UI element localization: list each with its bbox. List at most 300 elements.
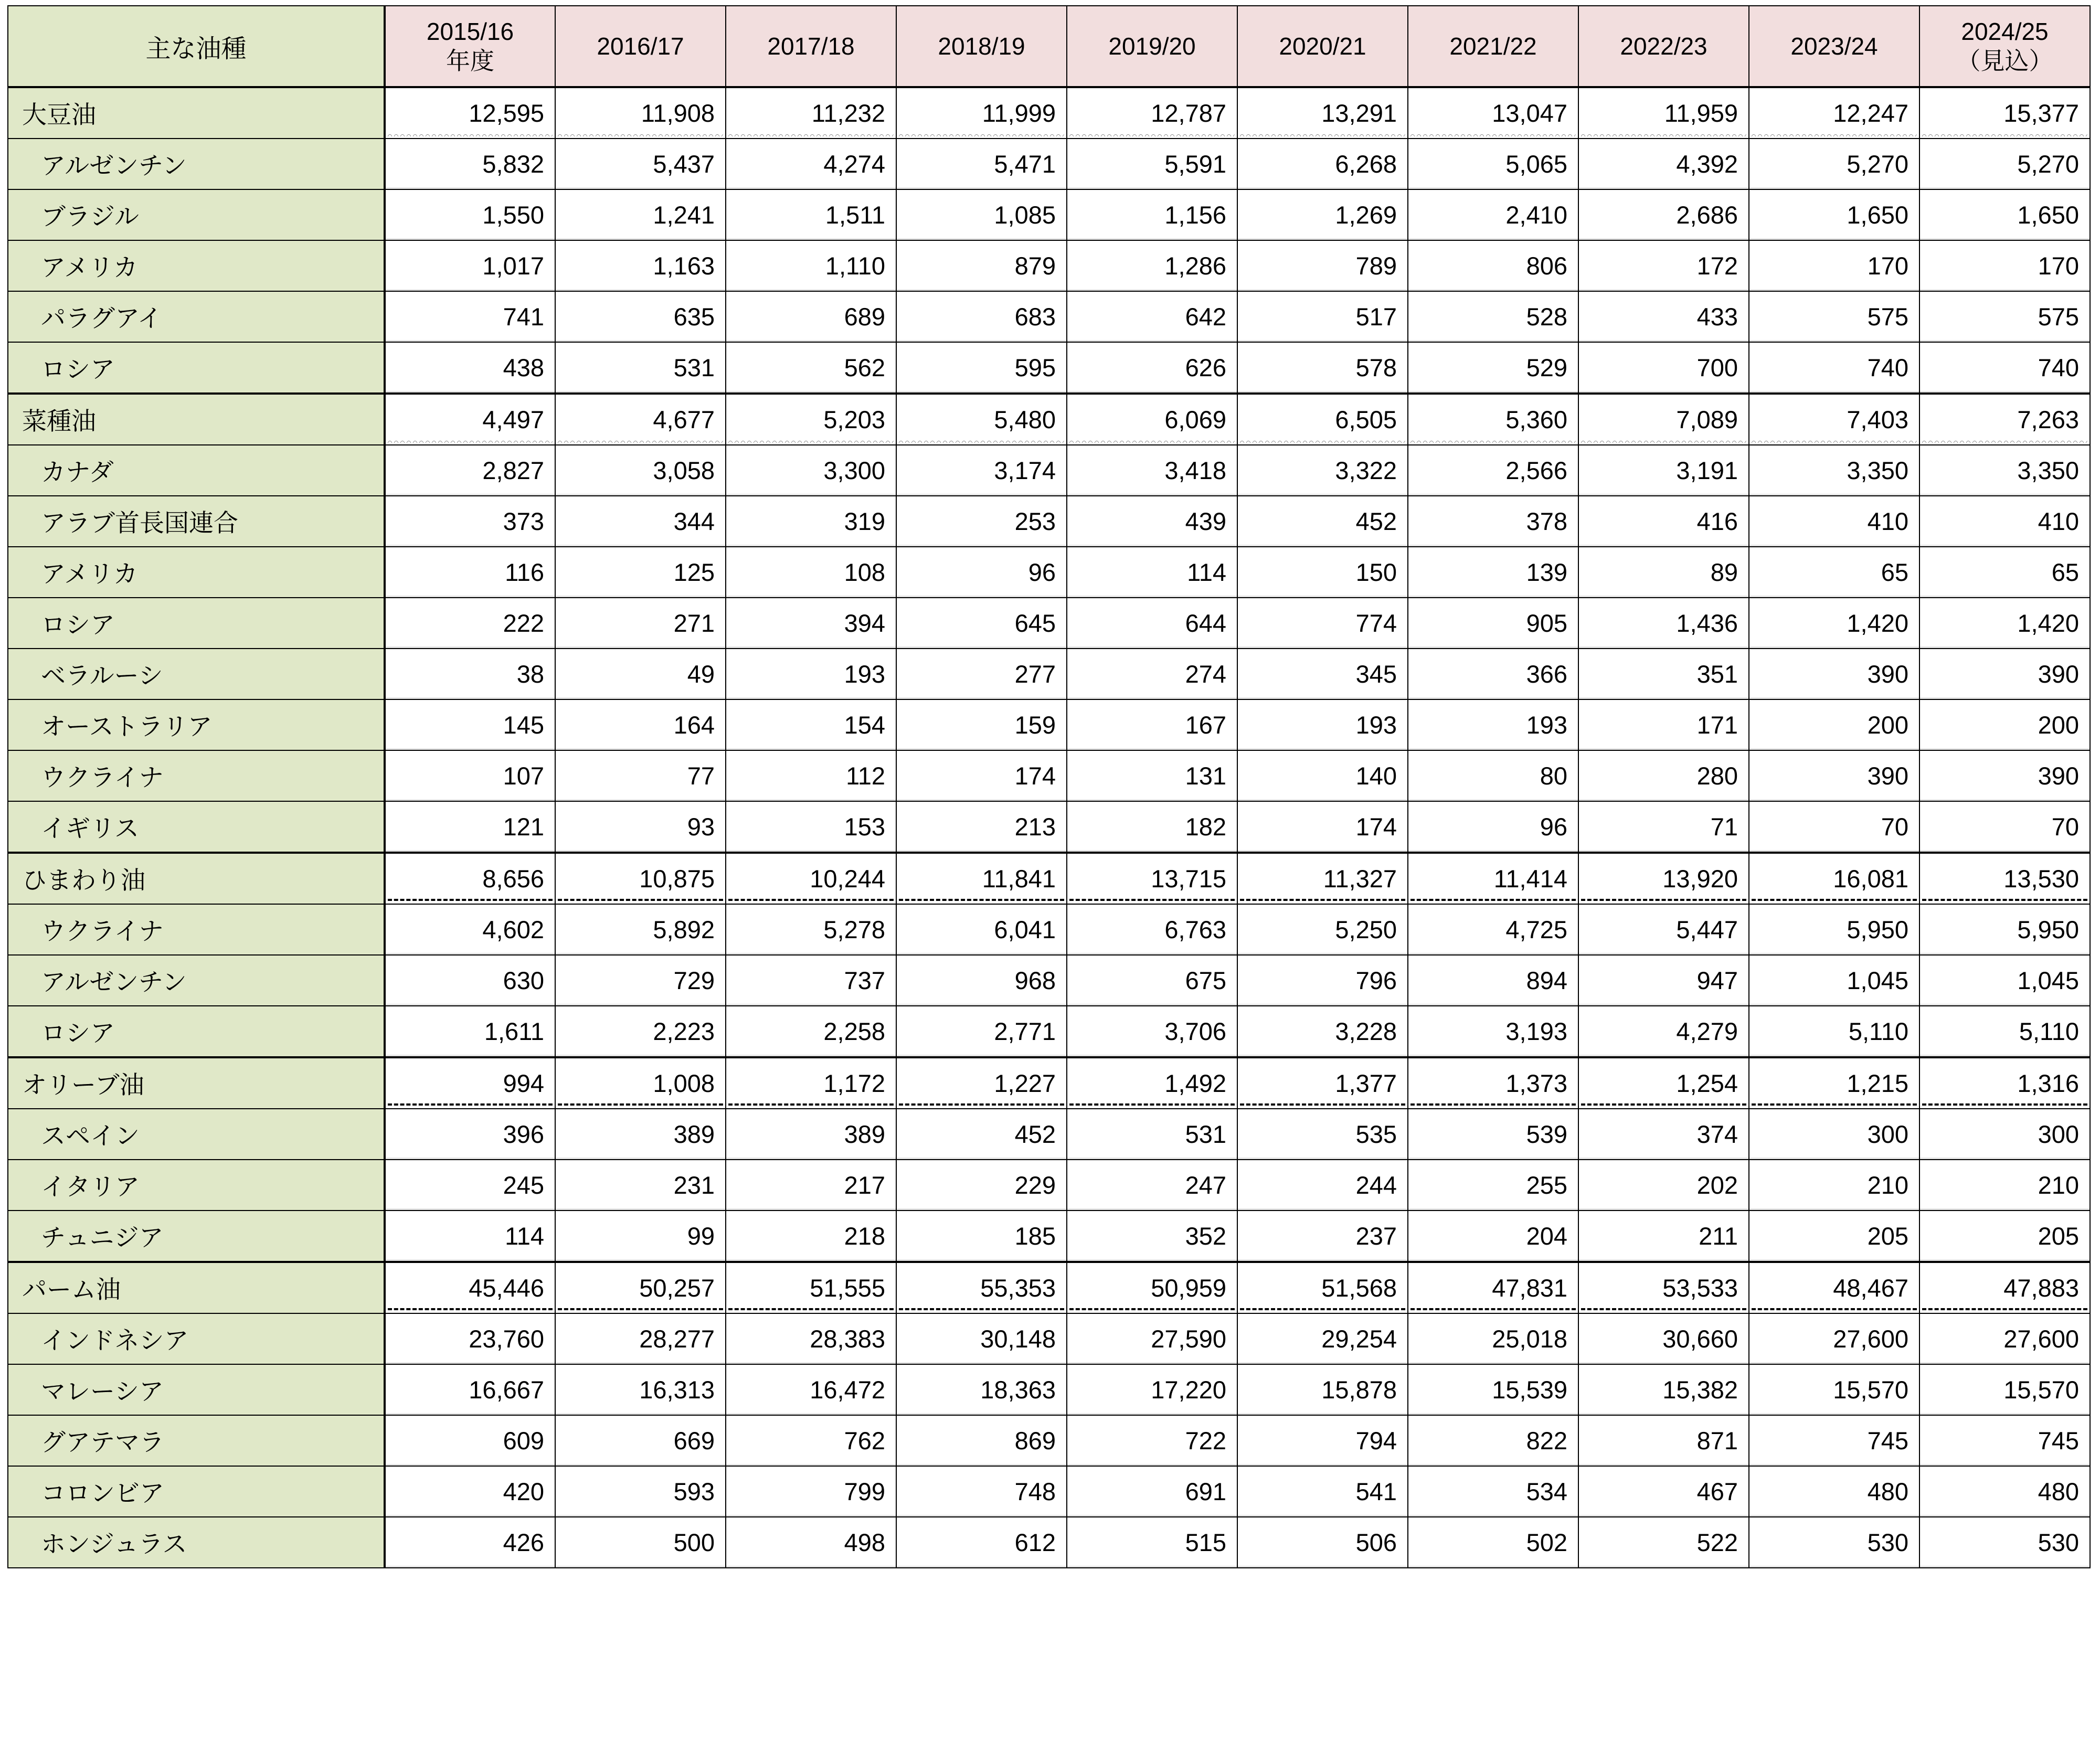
- country-value: 968: [896, 955, 1067, 1006]
- table-row: [8, 445, 2090, 496]
- group-value: 51,555: [726, 1262, 896, 1313]
- country-value: 1,650: [1919, 189, 2090, 240]
- group-value: 5,360: [1408, 394, 1578, 445]
- country-value: 107: [385, 750, 555, 801]
- country-value: 645: [896, 598, 1067, 649]
- table-row: [8, 801, 2090, 853]
- table-row: [8, 1364, 2090, 1415]
- country-value: 125: [555, 547, 726, 598]
- country-value: 80: [1408, 750, 1578, 801]
- country-value: 528: [1408, 291, 1578, 342]
- country-value: 274: [1067, 649, 1237, 699]
- header-year-2: 2016/17: [555, 6, 726, 87]
- country-value: 2,686: [1578, 189, 1749, 240]
- country-value: 71: [1578, 801, 1749, 853]
- country-value: 167: [1067, 699, 1237, 750]
- country-value: 319: [726, 496, 896, 547]
- country-value: 869: [896, 1415, 1067, 1466]
- table-row: [8, 547, 2090, 598]
- country-value: 439: [1067, 496, 1237, 547]
- group-value: 11,841: [896, 853, 1067, 904]
- country-name: ウクライナ: [8, 750, 385, 801]
- country-value: 894: [1408, 955, 1578, 1006]
- country-value: 159: [896, 699, 1067, 750]
- country-value: 5,278: [726, 904, 896, 955]
- table-row: [8, 750, 2090, 801]
- country-name: アルゼンチン: [8, 955, 385, 1006]
- header-year-9: 2023/24: [1749, 6, 1919, 87]
- country-value: 506: [1237, 1517, 1408, 1568]
- country-value: 374: [1578, 1109, 1749, 1160]
- country-value: 2,566: [1408, 445, 1578, 496]
- group-name: オリーブ油: [8, 1057, 385, 1109]
- country-value: 609: [385, 1415, 555, 1466]
- country-value: 116: [385, 547, 555, 598]
- country-value: 4,392: [1578, 139, 1749, 189]
- country-value: 145: [385, 699, 555, 750]
- country-value: 420: [385, 1466, 555, 1517]
- country-name: イタリア: [8, 1160, 385, 1211]
- country-value: 467: [1578, 1466, 1749, 1517]
- table-row: [8, 904, 2090, 955]
- country-value: 93: [555, 801, 726, 853]
- country-value: 205: [1749, 1211, 1919, 1262]
- country-value: 745: [1919, 1415, 2090, 1466]
- country-value: 30,660: [1578, 1313, 1749, 1364]
- country-value: 683: [896, 291, 1067, 342]
- country-value: 17,220: [1067, 1364, 1237, 1415]
- country-value: 3,706: [1067, 1006, 1237, 1057]
- country-name: ホンジュラス: [8, 1517, 385, 1568]
- country-value: 213: [896, 801, 1067, 853]
- country-value: 231: [555, 1160, 726, 1211]
- country-value: 635: [555, 291, 726, 342]
- country-name: ロシア: [8, 342, 385, 394]
- country-value: 300: [1749, 1109, 1919, 1160]
- country-value: 5,110: [1919, 1006, 2090, 1057]
- group-value: 13,047: [1408, 87, 1578, 139]
- country-value: 170: [1919, 240, 2090, 291]
- table-row: [8, 1466, 2090, 1517]
- country-value: 1,269: [1237, 189, 1408, 240]
- country-value: 529: [1408, 342, 1578, 394]
- country-value: 3,058: [555, 445, 726, 496]
- country-value: 202: [1578, 1160, 1749, 1211]
- country-value: 905: [1408, 598, 1578, 649]
- country-value: 89: [1578, 547, 1749, 598]
- header-row: [8, 6, 2090, 87]
- country-value: 200: [1919, 699, 2090, 750]
- group-value: 1,008: [555, 1057, 726, 1109]
- country-value: 29,254: [1237, 1313, 1408, 1364]
- group-value: 13,291: [1237, 87, 1408, 139]
- country-value: 27,600: [1919, 1313, 2090, 1364]
- header-year-3: 2017/18: [726, 6, 896, 87]
- country-value: 515: [1067, 1517, 1237, 1568]
- country-value: 1,286: [1067, 240, 1237, 291]
- country-value: 675: [1067, 955, 1237, 1006]
- country-value: 205: [1919, 1211, 2090, 1262]
- group-value: 13,715: [1067, 853, 1237, 904]
- country-value: 373: [385, 496, 555, 547]
- country-value: 108: [726, 547, 896, 598]
- country-value: 3,300: [726, 445, 896, 496]
- group-value: 5,480: [896, 394, 1067, 445]
- country-value: 28,383: [726, 1313, 896, 1364]
- country-value: 394: [726, 598, 896, 649]
- country-value: 351: [1578, 649, 1749, 699]
- table-row: [8, 496, 2090, 547]
- country-value: 344: [555, 496, 726, 547]
- country-value: 1,241: [555, 189, 726, 240]
- country-value: 389: [726, 1109, 896, 1160]
- country-value: 15,570: [1749, 1364, 1919, 1415]
- country-value: 426: [385, 1517, 555, 1568]
- country-value: 3,228: [1237, 1006, 1408, 1057]
- country-value: 4,279: [1578, 1006, 1749, 1057]
- group-value: 1,172: [726, 1057, 896, 1109]
- country-value: 193: [1237, 699, 1408, 750]
- country-value: 211: [1578, 1211, 1749, 1262]
- country-value: 669: [555, 1415, 726, 1466]
- country-value: 5,892: [555, 904, 726, 955]
- group-value: 10,244: [726, 853, 896, 904]
- country-value: 575: [1919, 291, 2090, 342]
- country-value: 1,045: [1749, 955, 1919, 1006]
- group-value: 11,327: [1237, 853, 1408, 904]
- country-value: 153: [726, 801, 896, 853]
- country-value: 210: [1749, 1160, 1919, 1211]
- country-value: 237: [1237, 1211, 1408, 1262]
- country-value: 410: [1919, 496, 2090, 547]
- country-value: 131: [1067, 750, 1237, 801]
- country-name: コロンビア: [8, 1466, 385, 1517]
- table-row: [8, 1211, 2090, 1262]
- country-value: 253: [896, 496, 1067, 547]
- country-value: 578: [1237, 342, 1408, 394]
- country-value: 794: [1237, 1415, 1408, 1466]
- table-row: [8, 394, 2090, 445]
- country-value: 740: [1919, 342, 2090, 394]
- table-row: [8, 291, 2090, 342]
- country-value: 630: [385, 955, 555, 1006]
- country-value: 947: [1578, 955, 1749, 1006]
- country-value: 25,018: [1408, 1313, 1578, 1364]
- country-name: チュニジア: [8, 1211, 385, 1262]
- country-value: 4,602: [385, 904, 555, 955]
- country-value: 796: [1237, 955, 1408, 1006]
- table-row: [8, 1262, 2090, 1313]
- country-value: 3,350: [1919, 445, 2090, 496]
- table-row: [8, 955, 2090, 1006]
- country-value: 1,045: [1919, 955, 2090, 1006]
- group-value: 55,353: [896, 1262, 1067, 1313]
- country-value: 277: [896, 649, 1067, 699]
- group-value: 1,377: [1237, 1057, 1408, 1109]
- group-value: 11,414: [1408, 853, 1578, 904]
- country-name: マレーシア: [8, 1364, 385, 1415]
- country-value: 593: [555, 1466, 726, 1517]
- country-name: アラブ首長国連合: [8, 496, 385, 547]
- country-value: 539: [1408, 1109, 1578, 1160]
- country-value: 871: [1578, 1415, 1749, 1466]
- country-value: 2,410: [1408, 189, 1578, 240]
- country-value: 789: [1237, 240, 1408, 291]
- country-value: 5,270: [1749, 139, 1919, 189]
- group-value: 13,920: [1578, 853, 1749, 904]
- country-name: ロシア: [8, 1006, 385, 1057]
- country-value: 247: [1067, 1160, 1237, 1211]
- country-value: 5,832: [385, 139, 555, 189]
- country-name: ロシア: [8, 598, 385, 649]
- country-value: 745: [1749, 1415, 1919, 1466]
- country-value: 280: [1578, 750, 1749, 801]
- group-value: 11,999: [896, 87, 1067, 139]
- country-name: アルゼンチン: [8, 139, 385, 189]
- country-value: 595: [896, 342, 1067, 394]
- country-value: 70: [1749, 801, 1919, 853]
- group-value: 6,069: [1067, 394, 1237, 445]
- country-value: 6,041: [896, 904, 1067, 955]
- table-row: [8, 649, 2090, 699]
- group-name: ひまわり油: [8, 853, 385, 904]
- country-value: 1,420: [1749, 598, 1919, 649]
- country-value: 1,611: [385, 1006, 555, 1057]
- country-value: 762: [726, 1415, 896, 1466]
- country-value: 23,760: [385, 1313, 555, 1364]
- group-value: 50,959: [1067, 1262, 1237, 1313]
- country-value: 255: [1408, 1160, 1578, 1211]
- country-value: 6,763: [1067, 904, 1237, 955]
- table-row: [8, 240, 2090, 291]
- group-value: 11,232: [726, 87, 896, 139]
- country-value: 222: [385, 598, 555, 649]
- group-value: 7,089: [1578, 394, 1749, 445]
- group-value: 1,316: [1919, 1057, 2090, 1109]
- group-value: 1,373: [1408, 1057, 1578, 1109]
- country-value: 575: [1749, 291, 1919, 342]
- country-value: 5,250: [1237, 904, 1408, 955]
- country-value: 410: [1749, 496, 1919, 547]
- country-name: ブラジル: [8, 189, 385, 240]
- country-value: 5,110: [1749, 1006, 1919, 1057]
- country-value: 691: [1067, 1466, 1237, 1517]
- country-value: 3,174: [896, 445, 1067, 496]
- country-value: 15,878: [1237, 1364, 1408, 1415]
- country-name: パラグアイ: [8, 291, 385, 342]
- country-value: 5,065: [1408, 139, 1578, 189]
- country-value: 65: [1919, 547, 2090, 598]
- country-name: グアテマラ: [8, 1415, 385, 1466]
- group-name: 大豆油: [8, 87, 385, 139]
- country-value: 38: [385, 649, 555, 699]
- country-value: 1,436: [1578, 598, 1749, 649]
- table-row: [8, 1006, 2090, 1057]
- country-value: 5,447: [1578, 904, 1749, 955]
- country-value: 452: [1237, 496, 1408, 547]
- country-value: 217: [726, 1160, 896, 1211]
- country-value: 171: [1578, 699, 1749, 750]
- group-value: 1,227: [896, 1057, 1067, 1109]
- country-value: 27,590: [1067, 1313, 1237, 1364]
- country-value: 1,511: [726, 189, 896, 240]
- country-value: 229: [896, 1160, 1067, 1211]
- header-year-8: 2022/23: [1578, 6, 1749, 87]
- country-value: 3,193: [1408, 1006, 1578, 1057]
- group-value: 16,081: [1749, 853, 1919, 904]
- header-year-10: 2024/25 （見込）: [1919, 6, 2090, 87]
- country-value: 390: [1919, 750, 2090, 801]
- country-value: 390: [1919, 649, 2090, 699]
- country-name: アメリカ: [8, 547, 385, 598]
- table-row: [8, 598, 2090, 649]
- country-value: 822: [1408, 1415, 1578, 1466]
- group-value: 15,377: [1919, 87, 2090, 139]
- group-value: 4,497: [385, 394, 555, 445]
- country-value: 612: [896, 1517, 1067, 1568]
- country-value: 534: [1408, 1466, 1578, 1517]
- group-value: 12,595: [385, 87, 555, 139]
- group-value: 1,254: [1578, 1057, 1749, 1109]
- group-value: 51,568: [1237, 1262, 1408, 1313]
- country-value: 27,600: [1749, 1313, 1919, 1364]
- country-value: 6,268: [1237, 139, 1408, 189]
- table-row: [8, 139, 2090, 189]
- country-value: 480: [1749, 1466, 1919, 1517]
- country-value: 96: [896, 547, 1067, 598]
- country-value: 1,550: [385, 189, 555, 240]
- country-value: 99: [555, 1211, 726, 1262]
- country-value: 174: [896, 750, 1067, 801]
- table-row: [8, 1313, 2090, 1364]
- country-value: 174: [1237, 801, 1408, 853]
- country-value: 4,274: [726, 139, 896, 189]
- country-value: 3,350: [1749, 445, 1919, 496]
- country-value: 15,539: [1408, 1364, 1578, 1415]
- country-value: 438: [385, 342, 555, 394]
- country-value: 193: [1408, 699, 1578, 750]
- country-value: 5,471: [896, 139, 1067, 189]
- country-value: 2,771: [896, 1006, 1067, 1057]
- group-value: 1,215: [1749, 1057, 1919, 1109]
- group-value: 1,492: [1067, 1057, 1237, 1109]
- country-value: 182: [1067, 801, 1237, 853]
- country-value: 740: [1749, 342, 1919, 394]
- country-value: 390: [1749, 649, 1919, 699]
- group-value: 8,656: [385, 853, 555, 904]
- group-value: 50,257: [555, 1262, 726, 1313]
- country-value: 185: [896, 1211, 1067, 1262]
- country-value: 193: [726, 649, 896, 699]
- country-value: 1,085: [896, 189, 1067, 240]
- country-value: 218: [726, 1211, 896, 1262]
- country-value: 2,223: [555, 1006, 726, 1057]
- country-value: 1,650: [1749, 189, 1919, 240]
- header-year-7: 2021/22: [1408, 6, 1578, 87]
- group-value: 13,530: [1919, 853, 2090, 904]
- country-value: 5,437: [555, 139, 726, 189]
- group-value: 5,203: [726, 394, 896, 445]
- table-row: [8, 189, 2090, 240]
- group-value: 4,677: [555, 394, 726, 445]
- table-row: [8, 1517, 2090, 1568]
- country-value: 498: [726, 1517, 896, 1568]
- table-header: [8, 6, 2090, 87]
- country-name: アメリカ: [8, 240, 385, 291]
- country-value: 722: [1067, 1415, 1237, 1466]
- header-year-4: 2018/19: [896, 6, 1067, 87]
- country-name: インドネシア: [8, 1313, 385, 1364]
- country-value: 1,156: [1067, 189, 1237, 240]
- country-value: 531: [1067, 1109, 1237, 1160]
- country-value: 748: [896, 1466, 1067, 1517]
- country-value: 140: [1237, 750, 1408, 801]
- table-row: [8, 87, 2090, 139]
- country-value: 5,950: [1749, 904, 1919, 955]
- country-value: 806: [1408, 240, 1578, 291]
- country-value: 150: [1237, 547, 1408, 598]
- country-name: カナダ: [8, 445, 385, 496]
- country-value: 1,110: [726, 240, 896, 291]
- table-row: [8, 853, 2090, 904]
- country-value: 114: [385, 1211, 555, 1262]
- country-value: 799: [726, 1466, 896, 1517]
- group-value: 7,263: [1919, 394, 2090, 445]
- country-value: 30,148: [896, 1313, 1067, 1364]
- country-value: 452: [896, 1109, 1067, 1160]
- country-value: 689: [726, 291, 896, 342]
- country-value: 204: [1408, 1211, 1578, 1262]
- country-value: 15,570: [1919, 1364, 2090, 1415]
- country-value: 530: [1919, 1517, 2090, 1568]
- country-value: 517: [1237, 291, 1408, 342]
- country-name: ベラルーシ: [8, 649, 385, 699]
- country-value: 530: [1749, 1517, 1919, 1568]
- country-value: 390: [1749, 750, 1919, 801]
- country-value: 3,322: [1237, 445, 1408, 496]
- header-oil-type: 主な油種: [8, 6, 385, 87]
- country-value: 737: [726, 955, 896, 1006]
- country-value: 480: [1919, 1466, 2090, 1517]
- group-value: 12,247: [1749, 87, 1919, 139]
- country-value: 70: [1919, 801, 2090, 853]
- country-value: 96: [1408, 801, 1578, 853]
- group-value: 12,787: [1067, 87, 1237, 139]
- group-value: 47,831: [1408, 1262, 1578, 1313]
- country-value: 879: [896, 240, 1067, 291]
- country-value: 2,827: [385, 445, 555, 496]
- country-value: 4,725: [1408, 904, 1578, 955]
- country-value: 170: [1749, 240, 1919, 291]
- country-value: 541: [1237, 1466, 1408, 1517]
- group-name: パーム油: [8, 1262, 385, 1313]
- group-value: 11,959: [1578, 87, 1749, 139]
- country-value: 366: [1408, 649, 1578, 699]
- country-value: 3,191: [1578, 445, 1749, 496]
- country-value: 642: [1067, 291, 1237, 342]
- country-value: 28,277: [555, 1313, 726, 1364]
- country-value: 210: [1919, 1160, 2090, 1211]
- country-value: 164: [555, 699, 726, 750]
- country-value: 154: [726, 699, 896, 750]
- country-value: 114: [1067, 547, 1237, 598]
- country-value: 245: [385, 1160, 555, 1211]
- table-row: [8, 342, 2090, 394]
- table-row: [8, 1160, 2090, 1211]
- country-value: 389: [555, 1109, 726, 1160]
- country-value: 345: [1237, 649, 1408, 699]
- country-value: 774: [1237, 598, 1408, 649]
